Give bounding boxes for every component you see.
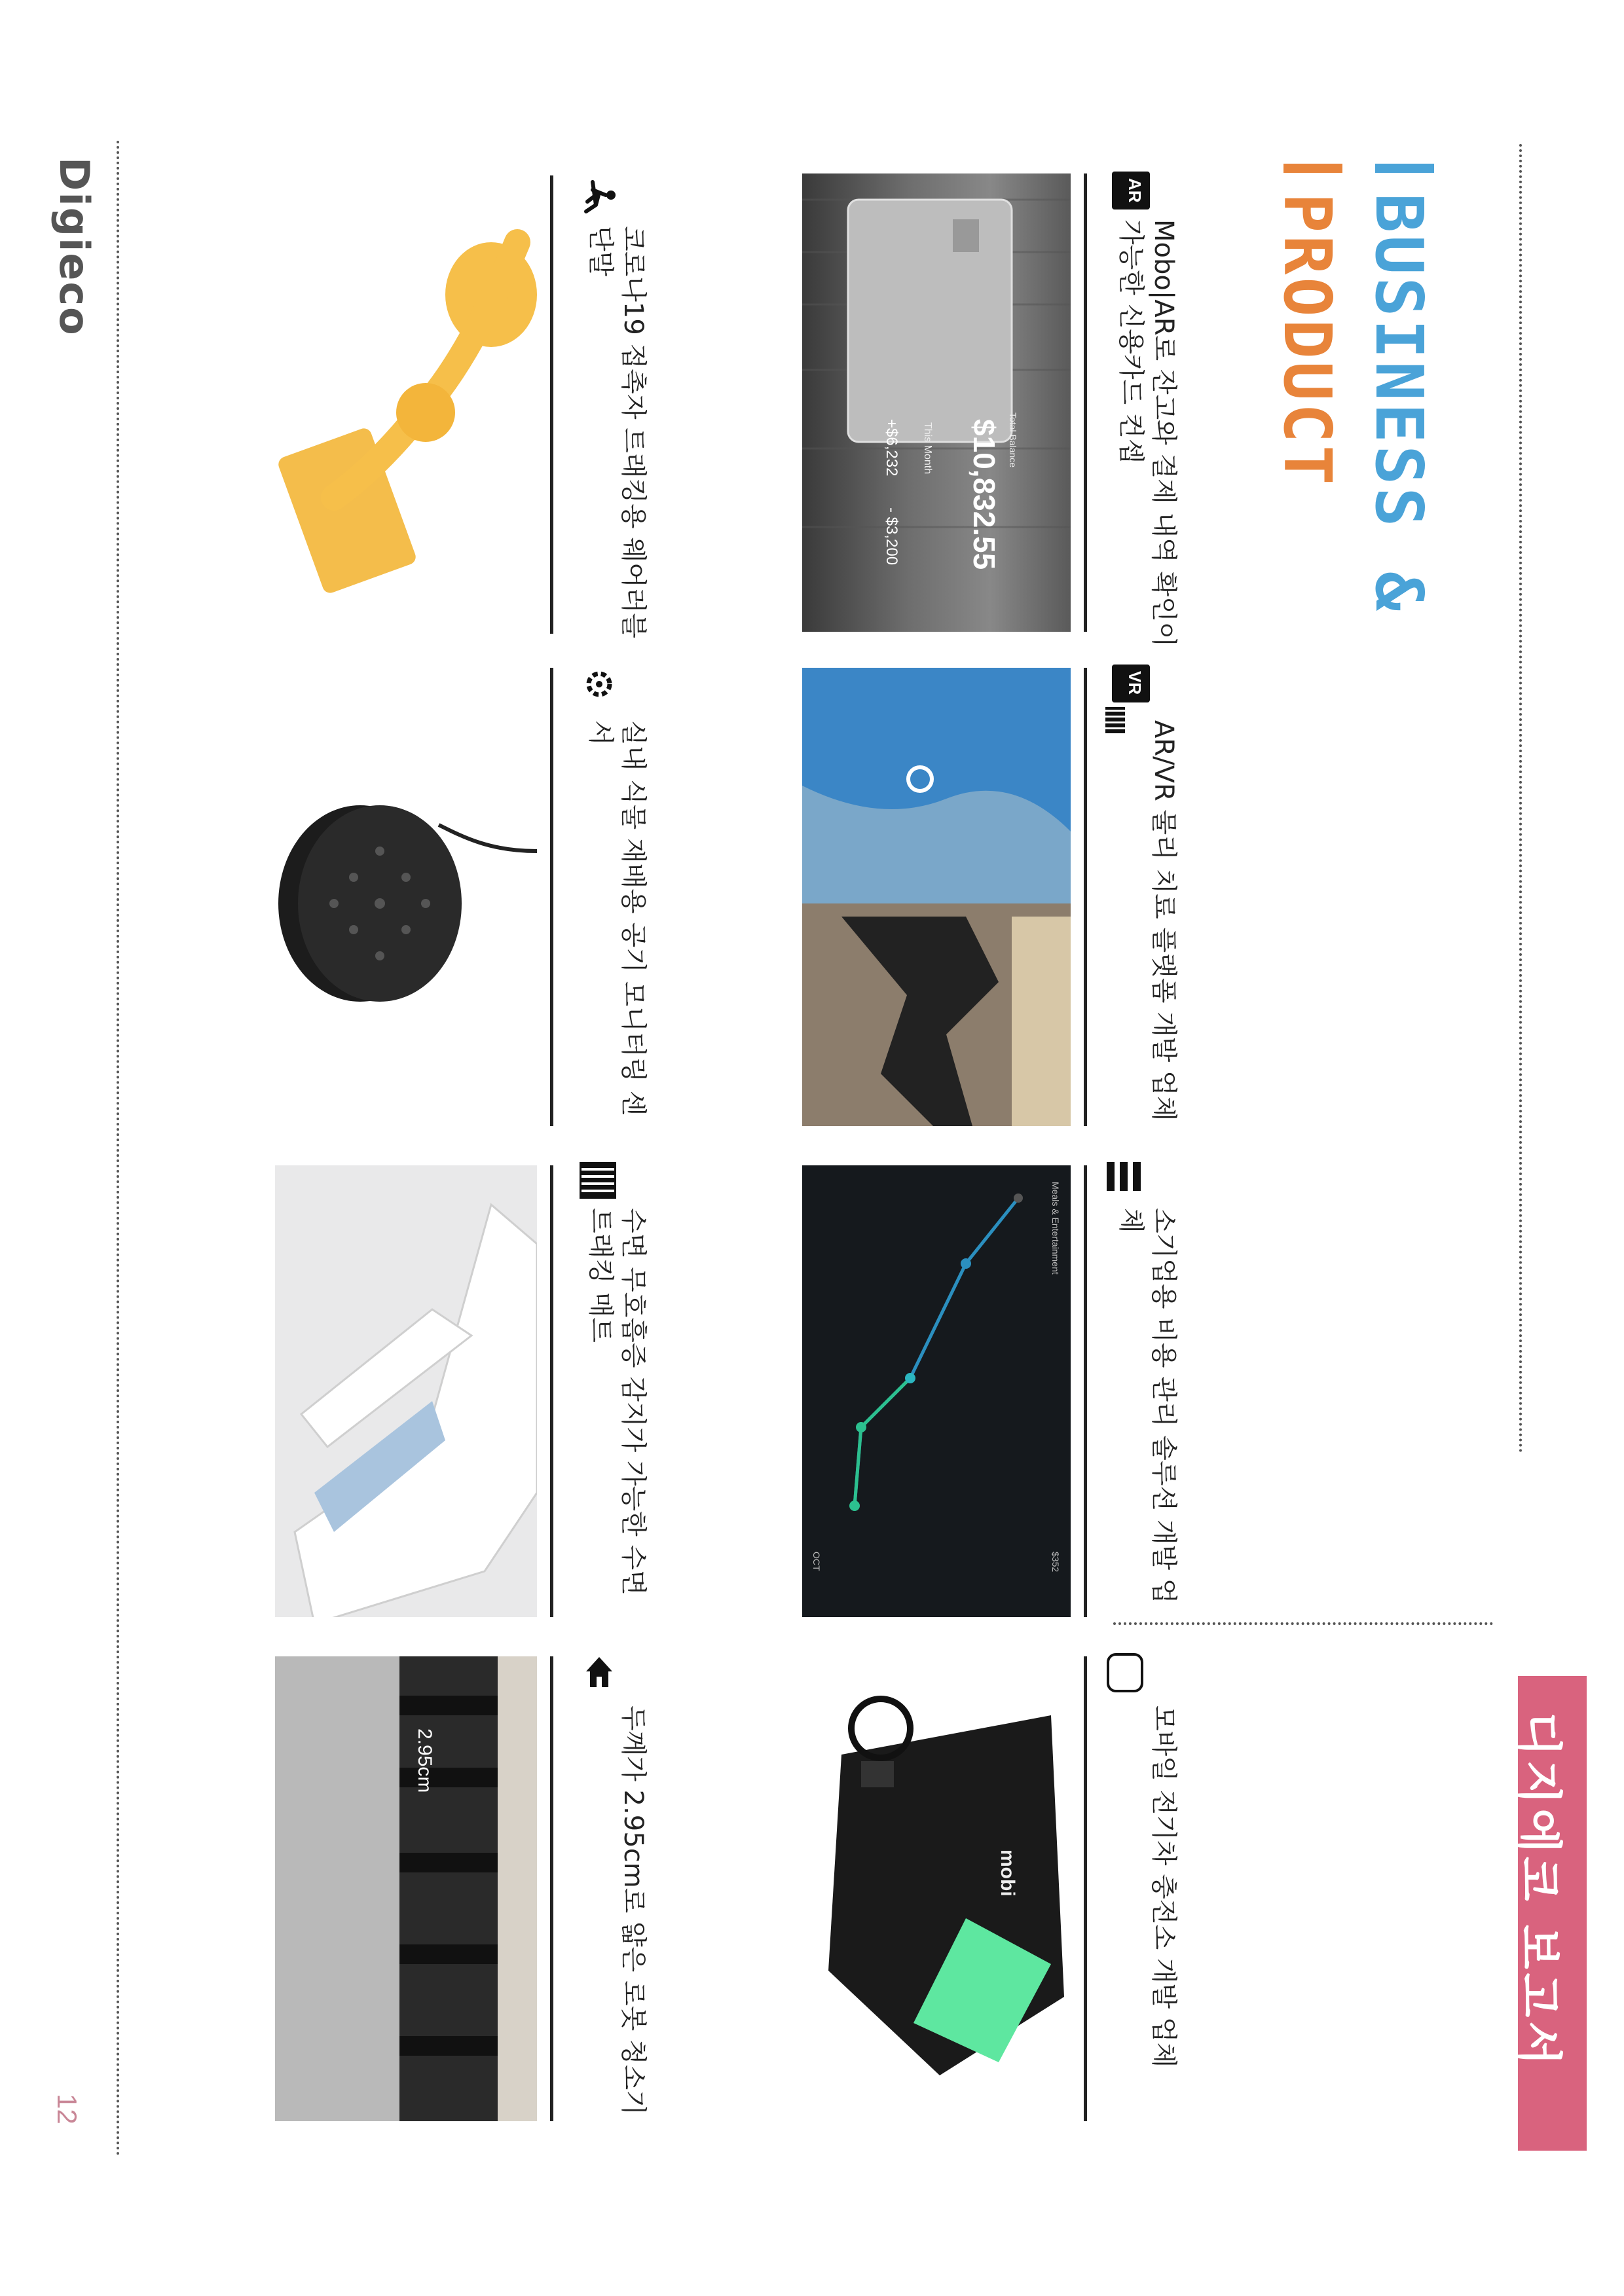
title-business: BUSINESS & [1361,193,1437,614]
vr-therapy-photo [802,668,1071,1126]
item-caption-expense: 소기업용 비용 관리 솔루션 개발 업 체 [1116,1208,1179,1604]
item-separator [550,1656,553,2121]
air-sensor-illustration [275,681,537,1126]
footer-brand: Digieco [50,157,98,337]
mobile-ev-charger-photo [802,1656,1071,2121]
ar-badge-icon: AR [1112,172,1150,210]
title-product: PRODUCT [1269,193,1346,488]
item-caption-ev: 모바일 전기차 충전소 개발 업체 [1149,1705,1179,2068]
ev-charger-car-icon [1107,1653,1143,1692]
expense-chart-photo [802,1165,1071,1617]
item-separator [550,175,553,634]
wearables-illustration [275,190,537,635]
photo-measure: 2.95cm [414,1728,435,1793]
photo-value-b: - $3,200 [883,507,900,566]
grid-icon [1105,707,1125,733]
left-dotted-border [117,141,119,2157]
photo-month-label: This Month [922,422,933,475]
gear-plant-icon [580,665,619,704]
item-separator [550,1165,553,1617]
yellow-wearables-photo [275,190,537,635]
right-dotted-border [1519,144,1522,1453]
sleep-mat-photo [275,1165,537,1617]
calendar-grid-icon [580,1162,616,1199]
running-person-icon [580,175,619,215]
robot-vacuum-illustration [275,1656,537,2121]
item-caption-sleep-mat: 수면 무호흡증 감지가 가능한 수면 트래킹 매트 [585,1208,648,1595]
menu-bars-icon [1107,1162,1142,1191]
vr-headset-icon: VR [1112,665,1150,702]
photo-amount: $352 [1050,1552,1061,1573]
title-accent-bar-orange [1283,164,1342,173]
item-caption-robot-vacuum: 두께가 2.95cm로 얇은 로봇 청소기 [618,1705,648,2115]
item-caption-ar-card: Mobo|AR로 잔고와 결제 내역 확인이 가능한 신용카드 컨셉 [1116,219,1179,647]
credit-card-ar-illustration [802,173,1071,632]
vr-therapy-illustration [802,668,1071,1126]
air-sensor-puck-photo [275,681,537,1126]
report-banner-text: 디지에코 보고서 [1512,1712,1566,2069]
photo-value-a: +$6,232 [883,419,900,477]
item-caption-vr: AR/VR 물리 치료 플랫폼 개발 업체 [1149,720,1179,1121]
item-separator [1084,173,1087,632]
item-separator [1084,668,1087,1126]
expense-line-chart [802,1165,1071,1617]
photo-label-total-balance: Total Balance [1008,412,1018,468]
item-separator [550,668,553,1126]
page-number: 12 [52,2094,83,2124]
report-banner [1512,1676,1587,2151]
photo-category: Meals & Entertainment [1050,1182,1061,1275]
robot-vacuum-photo [275,1656,537,2121]
item-separator [1084,1165,1087,1617]
robot-house-icon [580,1653,619,1690]
title-accent-bar-blue [1375,164,1434,173]
top-dotted-border [1113,1622,1493,1625]
credit-card-ar-photo [802,173,1071,632]
photo-amount: $10,832.55 [967,419,1001,570]
ev-logo: mobi [997,1850,1018,1897]
item-caption-wearable: 코로나19 접촉자 트래킹용 웨어러블 단말 [585,226,648,639]
item-separator [1084,1656,1087,2121]
ev-charger-illustration [802,1656,1071,2121]
sleep-mat-illustration [275,1165,537,1617]
photo-month: OCT [811,1552,822,1571]
item-caption-air-sensor: 실내 식물 재배용 공기 모니터링 센 서 [585,720,648,1116]
